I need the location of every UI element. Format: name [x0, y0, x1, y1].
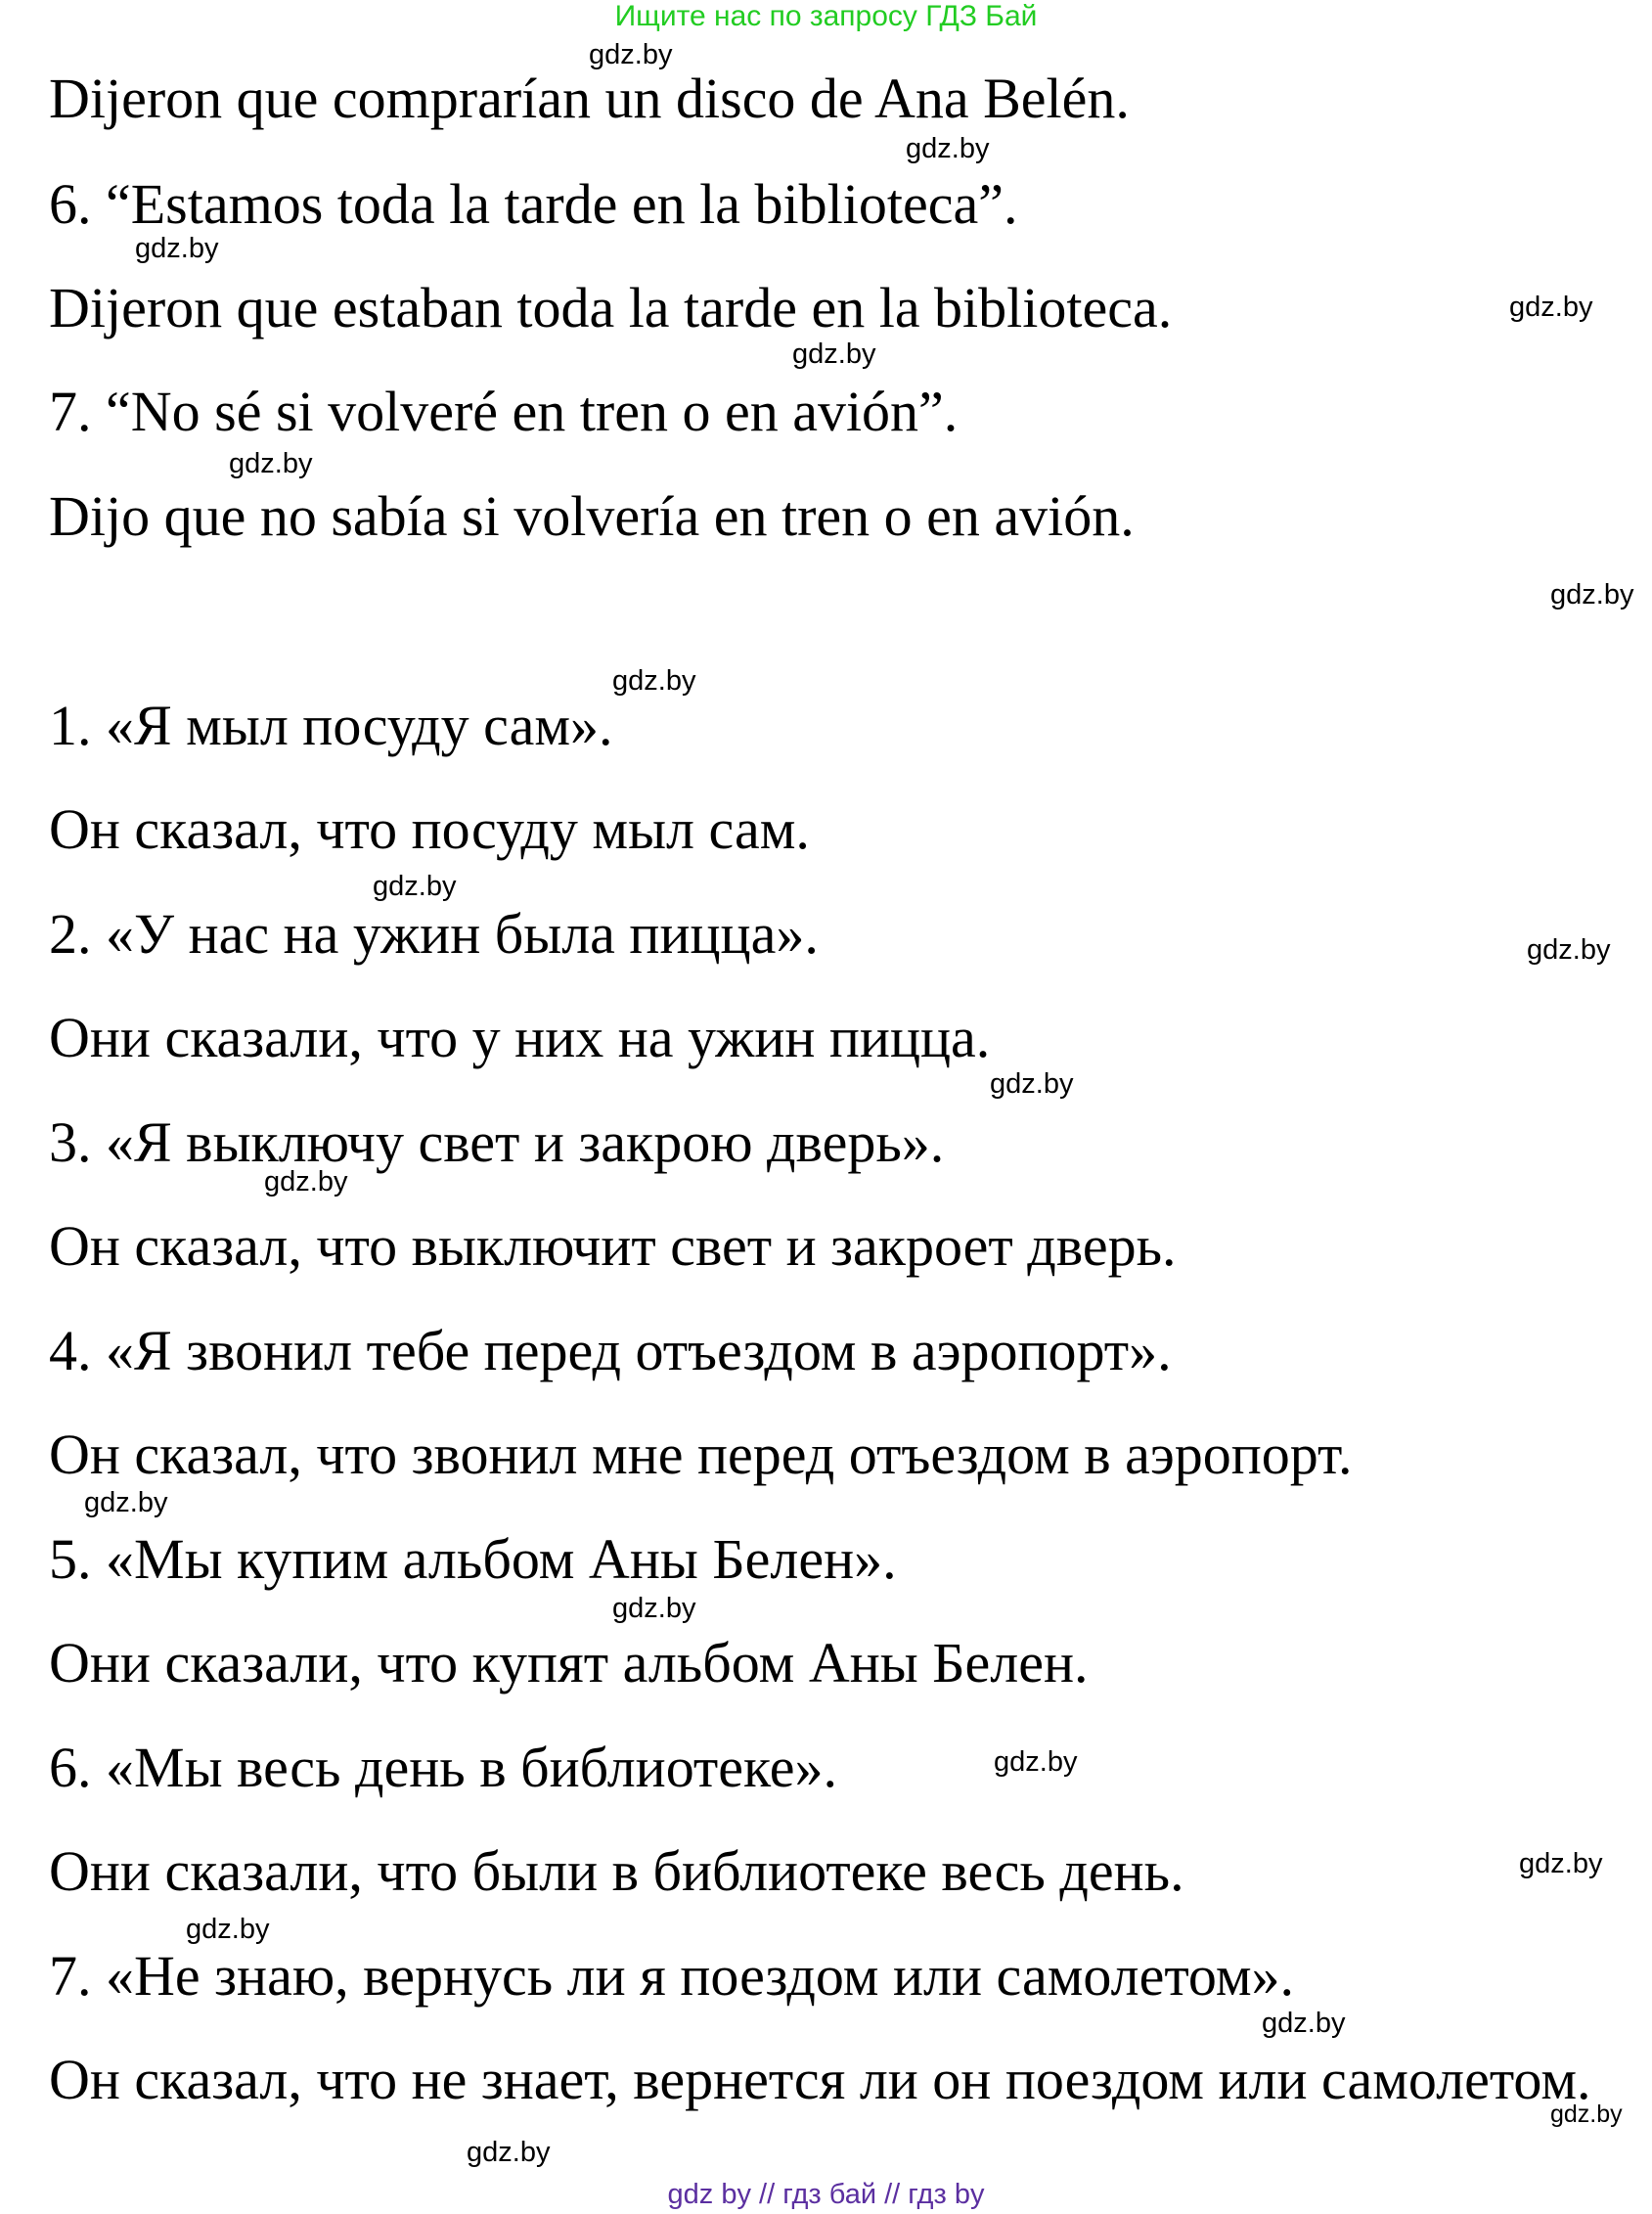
task-line: 3. «Я выключу свет и закрою дверь». [49, 1110, 945, 1174]
watermark: gdz.by [84, 1487, 168, 1518]
watermark: gdz.by [264, 1166, 348, 1197]
watermark: gdz.by [906, 133, 990, 164]
search-hint-link[interactable]: Ищите нас по запросу ГДЗ Бай [614, 0, 1038, 32]
answer-line: Он сказал, что выключит свет и закроет дверь. [49, 1214, 1177, 1278]
answer-line: Dijeron que comprarían un disco de Ana Belén. [49, 67, 1130, 130]
answer-line: Он сказал, что не знает, вернется ли он поездом или самолетом. [49, 2048, 1591, 2111]
watermark: gdz.by [1550, 579, 1634, 610]
task-line: 6. «Мы весь день в библиотеке». [49, 1736, 837, 1799]
watermark: gdz.by [589, 39, 673, 70]
answer-line: Dijeron que estaban toda la tarde en la biblioteca. [49, 276, 1173, 339]
footer-links[interactable]: gdz by // гдз бай // гдз by [667, 2179, 985, 2210]
answer-line: Dijo que no sabía si volvería en tren o en avión. [49, 484, 1135, 548]
answer-line: Они сказали, что у них на ужин пицца. [49, 1006, 991, 1069]
watermark: gdz.by [612, 665, 696, 697]
answer-line: Он сказал, что посуду мыл сам. [49, 797, 810, 861]
task-line: 1. «Я мыл посуду сам». [49, 694, 613, 757]
answer-line: Они сказали, что были в библиотеке весь день. [49, 1839, 1184, 1903]
task-line: 4. «Я звонил тебе перед отъездом в аэропорт». [49, 1319, 1172, 1382]
watermark: gdz.by [373, 871, 457, 902]
task-line: 2. «У нас на ужин была пицца». [49, 902, 819, 966]
watermark: gdz.by [1509, 292, 1593, 323]
watermark: gdz.by [1262, 2008, 1346, 2039]
watermark: gdz.by [792, 339, 876, 370]
watermark: gdz.by [467, 2137, 551, 2168]
watermark: gdz.by [612, 1593, 696, 1624]
watermark: gdz.by [229, 448, 313, 479]
watermark: gdz.by [135, 233, 219, 264]
task-line: 7. «Не знаю, вернусь ли я поездом или самолетом». [49, 1944, 1295, 2008]
task-line: 6. “Estamos toda la tarde en la biblioteca”. [49, 172, 1018, 236]
watermark: gdz.by [1550, 2101, 1623, 2128]
watermark: gdz.by [994, 1746, 1078, 1778]
answer-line: Они сказали, что купят альбом Аны Белен. [49, 1631, 1089, 1694]
watermark: gdz.by [1519, 1848, 1603, 1879]
watermark: gdz.by [186, 1914, 270, 1945]
answer-line: Он сказал, что звонил мне перед отъездом в аэропорт. [49, 1423, 1353, 1486]
task-line: 7. “No sé si volveré en tren o en avión”. [49, 380, 959, 443]
watermark: gdz.by [1527, 934, 1611, 966]
task-line: 5. «Мы купим альбом Аны Белен». [49, 1527, 897, 1591]
watermark: gdz.by [990, 1068, 1074, 1100]
